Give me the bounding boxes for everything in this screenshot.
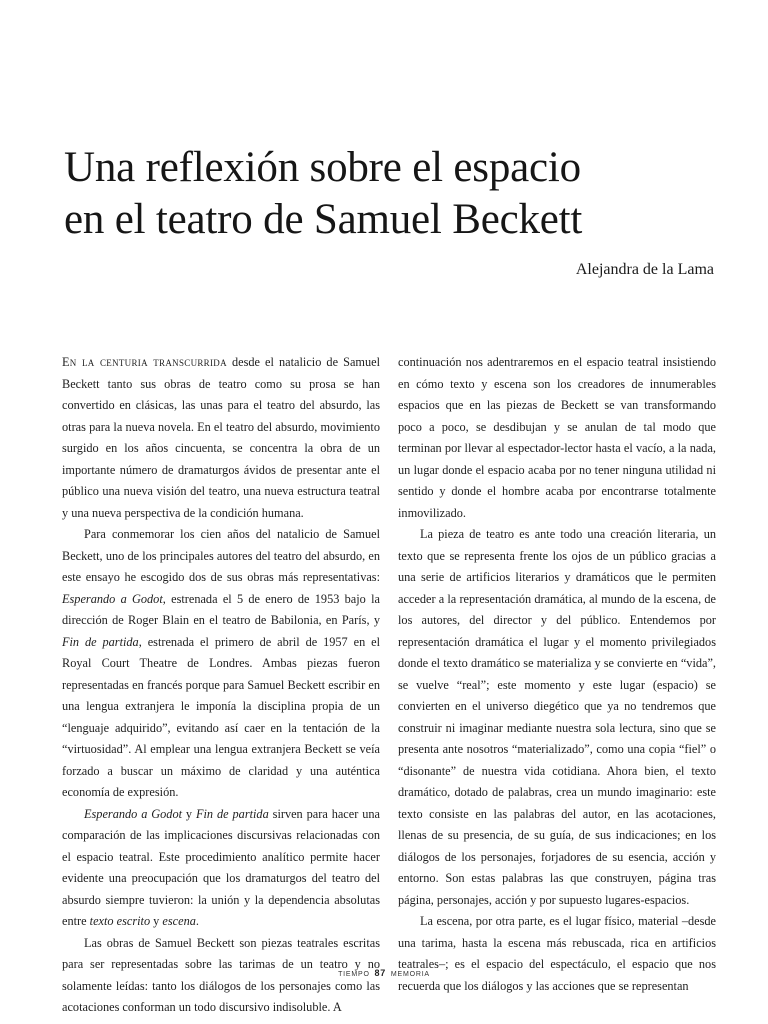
- work-title-fin-de-partida: Fin de partida: [196, 806, 269, 821]
- paragraph-4: Las obras de Samuel Beckett son piezas teatrales escritas para ser representadas sobre las tarimas de un teatro y no solamente leídas: tanto los diálogos de los personajes como las acotaciones conforman un todo discursivo indisoluble. A: [62, 935, 380, 1014]
- author-name: Alejandra de la Lama: [575, 261, 714, 278]
- paragraph-1-body: desde el natalicio de Samuel Beckett tanto sus obras de teatro como su prosa se han convertido en clásicas, las unas para el teatro del absurdo, las otras para la nueva novela. En el teatro del absurdo, movimiento surgido en los años cincuenta, se concentra la obra de un importante número de dramaturgos ávidos de presentar ante el público una nueva visión del teatro, una nueva estructura teatral y una nueva perspectiva de la condición humana.: [62, 355, 380, 520]
- italic-term-texto-escrito: texto escrito: [89, 914, 151, 928]
- page-number: 87: [374, 968, 387, 978]
- paragraph-2: [62, 524, 380, 804]
- paragraph-2-text-c: , estrenada el primero de abril de 1957 en el Royal Court Theatre de Londres. Ambas piezas fueron representadas en francés porque para Samuel Beckett escribir en una lengua extranjera le imponía la disciplina propia de un “lenguaje adquirido”, evitando así caer en la tentación de la “virtuosidad”. Al emplear una lengua extranjera Beckett se veía forzado a buscar un máximo de claridad y una auténtica economía de expresión.: [62, 634, 381, 799]
- text-column-left: [62, 352, 380, 1019]
- paragraph-5: La pieza de teatro es ante todo una creación literaria, un texto que se representa frente los ojos de un público gracias a una serie de artificios literarios y dramáticos que le permiten acceder a la representación dramática, al mundo de la escena, de los autores, del director y del público. Entendemos por representación dramática el lugar y el momento privilegiados donde el texto dramático se materializa y se convierte en “vida”, se vuelve “real”; este momento y este lugar (espacio) se convierten en el universo diegético que ya no tendremos que construir ni imaginar mediante nuestra sola lectura, sino que se presenta ante nosotros “materializado”, como una copia “fiel” o “disonante” de nuestra vida cotidiana. Ahora bien, el texto dramático, dotado de palabras, crea un mundo imaginario: este texto consiste en las palabras del autor, en las acotaciones, llenas de su presencia, de su guía, de sus indicaciones; en los diálogos de los personajes, forjadores de su esencia, acción y entorno. Son estas palabras las que construyen, página tras página, personajes, acción y por supuesto lugares-espacios.: [398, 527, 716, 907]
- footer-journal-name: TIEMPO: [338, 971, 370, 978]
- title-line-2: en el teatro de Samuel Beckett: [64, 196, 583, 243]
- page-footer: [0, 968, 768, 978]
- article-title: [64, 142, 724, 246]
- work-title-fin-de-partida: Fin de partida: [62, 634, 139, 649]
- work-title-godot: Esperando a Godot: [62, 591, 163, 606]
- paragraph-6: La escena, por otra parte, es el lugar físico, material –desde una tarima, hasta la escena más rebuscada, rica en artificios teatrales–; es el espacio del espectáculo, el espacio que nos recuerda que los diálogos y las acciones que se representan: [398, 914, 716, 993]
- paragraph-2-text-a: Para conmemorar los cien años del natalicio de Samuel Beckett, uno de los principales autores del teatro del absurdo, en este ensayo he escogido dos de sus obras más representativas:: [62, 527, 380, 584]
- paragraph-3-text-b: sirven para hacer una comparación de las implicaciones discursivas relacionadas con el espacio teatral. Este procedimiento analítico permite hacer evidente una preocupación que los dramaturgos del teatro del absurdo siempre tuvieron: la unión y la dependencia absolutas entre: [62, 806, 380, 928]
- paragraph-3-text-c: y: [150, 914, 163, 928]
- paragraph-3: [62, 804, 380, 933]
- italic-term-escena: escena: [162, 914, 196, 928]
- lead-in-smallcaps: En la centuria transcurrida: [62, 355, 227, 369]
- paragraph-3-text-d: .: [195, 914, 199, 928]
- paragraph-2-text-b: , estrenada el 5 de enero de 1953 bajo la dirección de Roger Blain en el teatro de Babilonia, en París, y: [62, 591, 380, 627]
- paragraph-1: [62, 352, 380, 524]
- paragraph-3-text-a: y: [182, 806, 196, 821]
- paragraph-continued: continuación nos adentraremos en el espacio teatral insistiendo en cómo texto y escena son los creadores de innumerables espacios que en las piezas de Beckett se van transformando poco a poco, se desdibujan y se anulan de tal modo que terminan por llevar al espectador-lector hasta el vacío, a la nada, un lugar donde el espacio acaba por no tener ninguna utilidad ni sentido y donde el hombre acaba por encontrarse totalmente inmovilizado.: [398, 355, 716, 520]
- text-column-right: [398, 352, 716, 997]
- title-line-1: Una reflexión sobre el espacio: [64, 144, 581, 191]
- work-title-godot: Esperando a Godot: [84, 806, 183, 821]
- footer-section-name: MEMORIA: [390, 971, 430, 978]
